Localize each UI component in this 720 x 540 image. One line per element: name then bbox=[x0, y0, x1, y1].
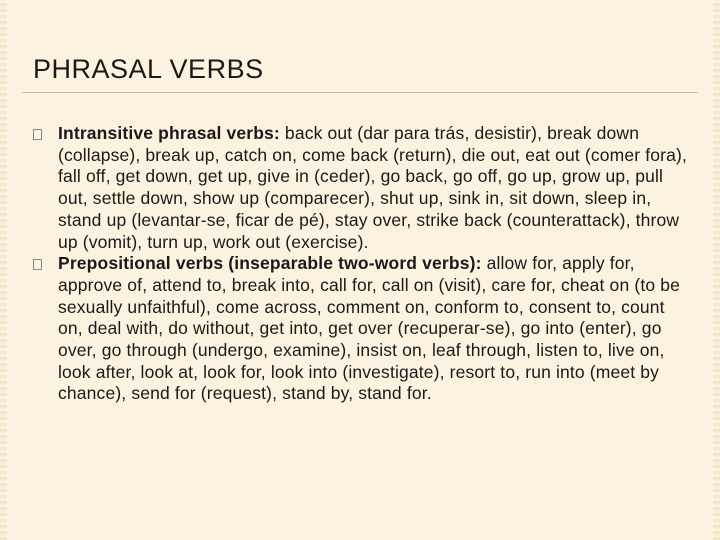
list-item-body: back out (dar para trás, desistir), break down (collapse), break up, catch on, come back (return), die out, eat out (comer fora), fall off, get down, get up, give in (ceder), go back, go off, go up, grow up, pull out, settle down, show up (comparecer), shut up, sink in, sit down, sleep in, stand up (levantar-se, ficar de pé), stay over, strike back (counterattack), throw up (vomit), turn up, work out (exercise). bbox=[58, 123, 687, 252]
bullet-list bbox=[33, 123, 698, 405]
list-item-text bbox=[58, 253, 688, 405]
bullet-icon bbox=[33, 259, 42, 270]
list-item-heading: Intransitive phrasal verbs: bbox=[58, 123, 280, 143]
bullet-icon bbox=[33, 129, 42, 140]
page-title: PHRASAL VERBS bbox=[33, 54, 264, 84]
list-item-prepositional bbox=[33, 253, 698, 405]
list-item-intransitive bbox=[33, 123, 698, 253]
decorative-border-left bbox=[0, 0, 7, 540]
list-item-heading: Prepositional verbs (inseparable two-word verbs): bbox=[58, 253, 482, 274]
list-item-body: allow for, apply for, approve of, attend to, break into, call for, call on (visit), care for, cheat on (to be sexually unfaithful), come across, comment on, conform to, consent to, count on, deal with, do without, get into, get over (recuperar-se), go into (enter), go over, go through (undergo, examine), insist on, leaf through, listen to, live on, look after, look at, look for, look into (investigate), resort to, run into (meet by chance), send for (request), stand by, stand for. bbox=[58, 253, 680, 404]
list-item-text bbox=[58, 123, 688, 253]
decorative-border-right bbox=[713, 0, 720, 540]
title-divider bbox=[22, 92, 698, 93]
